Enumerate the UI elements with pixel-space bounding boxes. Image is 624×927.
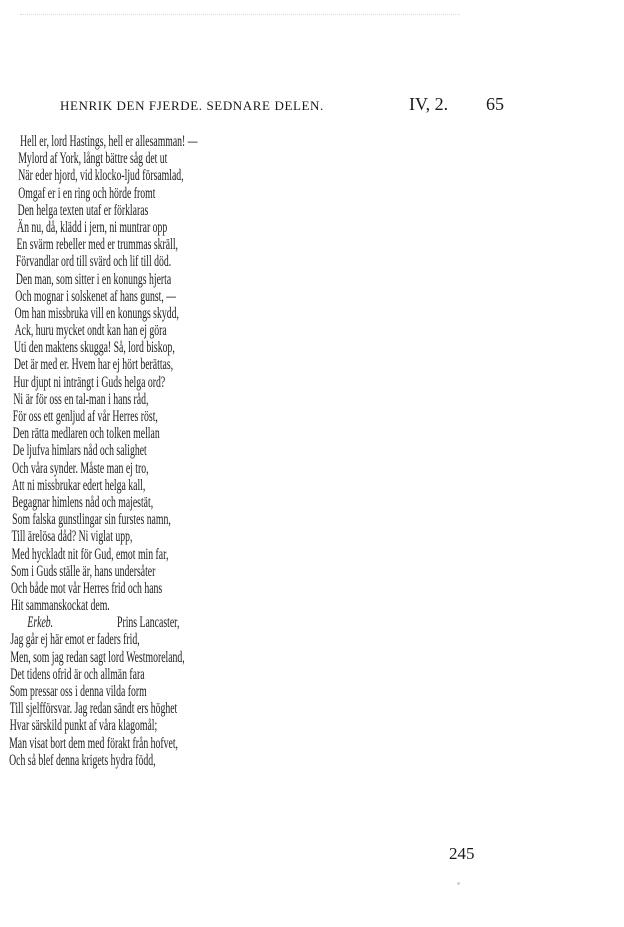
verse-line: Hell er, lord Hastings, hell er allesamman! — [20, 133, 198, 150]
verse-line: Ni är för oss en tal-man i hans råd, [13, 390, 149, 408]
verse-line: Hur djupt ni inträngt i Guds helga ord? [13, 373, 166, 391]
running-head-section: IV, 2. [409, 94, 449, 114]
verse-line: Ack, huru mycket ondt kan han ej göra [14, 322, 167, 340]
verse-line: Den rätta medlaren och tolken mellan [12, 425, 160, 443]
verse-line: De ljufva himlars nåd och salighet [12, 442, 147, 460]
verse-line: Mylord af York, långt bättre såg det ut [18, 150, 168, 168]
verse-line: Hvar särskild punkt af våra klagomål; [9, 717, 158, 735]
verse-line: Men, som jag redan sagt lord Westmoreland, [10, 648, 185, 666]
verse-line: Till sjelfförsvar. Jag redan sändt ers höghet [9, 700, 178, 718]
verse-line: När eder hjord, vid klocko-ljud församlad, [18, 167, 184, 185]
verse-line: Till ärelösa dåd? Ni viglat upp, [11, 528, 133, 546]
verse-line: Med hyckladt nit för Gud, emot min far, [11, 545, 169, 563]
verse-line: Den helga texten utaf er förklaras [17, 201, 149, 219]
running-head [0, 95, 624, 121]
verse-line [0, 614, 380, 631]
verse-text [0, 133, 624, 769]
verse-line: Om han missbruka vill en konungs skydd, [14, 304, 179, 322]
verse-line: Uti den maktens skugga! Så, lord biskop, [14, 339, 175, 357]
verse-line: Jag går ej här emot er faders frid, [10, 631, 140, 649]
verse-line: En svärm rebeller med er trummas skräll, [16, 236, 178, 254]
signature-mark: 245 [449, 844, 475, 863]
verse-line: Och våra synder. Måste man ej tro, [12, 459, 149, 477]
verse-line: Man visat bort dem med förakt från hofvet, [9, 734, 178, 752]
verse-line: Än nu, då, klädd i jern, ni muntrar opp [17, 218, 168, 236]
verse-line: Omgaf er i en ring och hörde fromt [18, 184, 156, 202]
verse-line-cue: Prins Lancaster, [117, 614, 180, 632]
verse-line: Det är med er. Hvem har ej hört berättas, [14, 356, 174, 374]
verse-line: Och så blef denna krigets hydra född, [9, 751, 156, 769]
top-margin-specks [20, 14, 460, 19]
margin-speck [457, 882, 460, 885]
verse-line: Och både mot vår Herres frid och hans [10, 579, 163, 597]
page-number: 65 [486, 94, 504, 114]
speaker-name: Erkeb. [27, 614, 54, 632]
running-head-title: HENRIK DEN FJERDE. SEDNARE DELEN. [60, 98, 324, 113]
verse-line: För oss ett genljud af vår Herres röst, [12, 408, 158, 425]
verse-line: Som pressar oss i denna vilda form [9, 683, 147, 700]
verse-line: Som i Guds ställe är, hans undersåter [10, 562, 156, 580]
verse-line: Det tidens ofrid är och allmän fara [10, 665, 145, 683]
verse-line: Begagnar himlens nåd och majestät, [12, 493, 154, 511]
verse-line: Som falska gunstlingar sin furstes namn, [12, 511, 171, 529]
verse-line: Förvandlar ord till svärd och lif till död. [15, 253, 172, 271]
verse-line: Och mognar i solskenet af hans gunst, — [15, 287, 176, 305]
verse-line: Den man, som sitter i en konungs hjerta [15, 270, 172, 288]
verse-line: Att ni missbrukar edert helga kall, [12, 476, 146, 494]
verse-line: Hit sammanskockat dem. [10, 597, 110, 615]
